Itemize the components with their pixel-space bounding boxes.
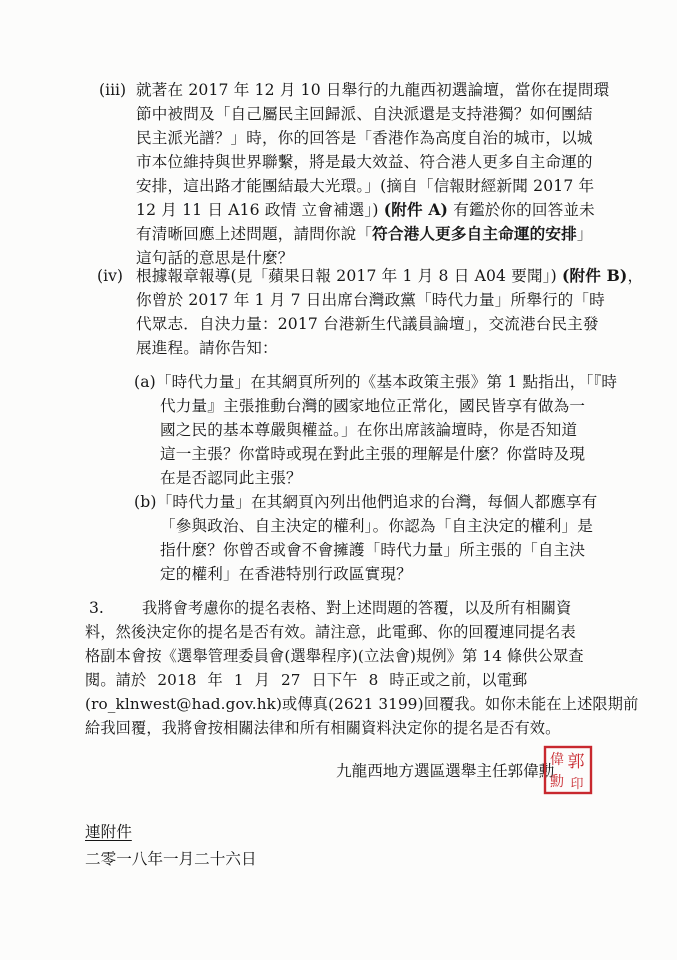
item-iv-line-tail: ， — [627, 267, 644, 285]
official-seal — [543, 745, 593, 795]
sub-item-b-line: (b)「時代力量」在其網頁內列出他們追求的台灣，每個人都應享有 — [134, 493, 598, 511]
item-iii-highlight: 符合港人更多自主命運的安排 — [372, 224, 577, 243]
paragraph-3-line: 料，然後決定你的提名是否有效。請注意，此電郵、你的回覆連同提名表 — [85, 623, 576, 641]
sub-item-a-line: 這一主張？你當時或現在對此主張的理解是什麼？你當時及現 — [160, 445, 586, 463]
sub-item-a-line: 在是否認同此主張？ — [160, 469, 302, 487]
item-iii-line: 這句話的意思是什麼？ — [136, 249, 294, 267]
paragraph-3-line: (ro_klnwest@had.gov.hk)或傳真(2621 3199)回覆我。如你未能在上述限期前 — [85, 695, 639, 713]
item-iv-line: 展進程。請你告知： — [136, 339, 278, 357]
item-iv-line — [136, 264, 643, 288]
item-iii-close-quote: 」 — [576, 225, 593, 243]
item-iv-line: 代眾志．自決力量：2017 台港新生代議員論壇」，交流港台民主發 — [136, 315, 599, 333]
item-iii-line: 民主派光譜？」時，你的回答是「香港作為高度自治的城市，以城 — [136, 129, 593, 147]
paragraph-3-line: 我將會考慮你的提名表格、對上述問題的答覆，以及所有相關資 — [142, 599, 572, 617]
svg-text:偉: 偉 — [550, 752, 564, 768]
sub-item-b-line: 指什麼？你曾否或會不會擁護「時代力量」所主張的「自主決 — [160, 541, 586, 559]
item-iii-line: 就著在 2017 年 12 月 10 日舉行的九龍西初選論壇，當你在提問環 — [136, 81, 610, 99]
signatory-line: 九龍西地方選區選舉主任郭偉勳 — [336, 762, 555, 780]
paragraph-3-label: 3. — [89, 599, 104, 617]
item-iii-line-tail: 有鑑於你的回答並未 — [448, 201, 595, 219]
item-iii-line: 安排，這出路才能團結最大光環。」(摘自「信報財經新聞 2017 年 — [136, 177, 595, 195]
item-iii-line — [136, 222, 609, 246]
sub-item-a-line: 代力量』主張推動台灣的國家地位正常化，國民皆享有做為一 — [160, 397, 586, 415]
sub-item-b-line: 定的權利」在香港特別行政區實現？ — [160, 565, 412, 583]
item-iii-line: 節中被問及「自己屬民主回歸派、自決派還是支持港獨？如何團結 — [136, 105, 593, 123]
item-iv-label: (iv) — [97, 267, 123, 285]
sub-item-a — [134, 370, 617, 490]
paragraph-3-line: 閱。請於 2018 年 1 月 27 日下午 8 時正或之前，以電郵 — [85, 671, 528, 689]
sub-item-b — [134, 490, 597, 586]
item-iv-line: 你曾於 2017 年 1 月 7 日出席台灣政黨「時代力量」所舉行的「時 — [136, 291, 605, 309]
svg-text:郭: 郭 — [567, 752, 585, 772]
annex-a-ref: (附件 A) — [383, 200, 449, 219]
item-iv-source: 根據報章報導(見「蘋果日報 2017 年 1 月 8 日 A04 要聞」) — [136, 267, 562, 285]
annex-b-ref: (附件 B) — [562, 266, 628, 285]
paragraph-3 — [85, 596, 639, 740]
item-iii-paragraph — [136, 78, 609, 270]
item-iii-line: 市本位維持與世界聯繫，將是最大效益、符合港人更多自主命運的 — [136, 153, 593, 171]
item-iv-paragraph — [136, 264, 643, 360]
item-iii-source: 12 月 11 日 A16 政情 立會補選」) — [136, 201, 384, 219]
svg-text:勳: 勳 — [550, 774, 564, 790]
paragraph-3-line: 格副本會按《選舉管理委員會(選舉程序)(立法會)規例》第 14 條供公眾查 — [85, 647, 584, 665]
sub-item-a-line: 國之民的基本尊嚴與權益。」在你出席該論壇時，你是否知道 — [160, 421, 578, 439]
sub-item-a-line: (a)「時代力量」在其網頁所列的《基本政策主張》第 1 點指出，「『時 — [134, 373, 618, 391]
item-iii-question: 有清晰回應上述問題，請問你說「 — [136, 225, 373, 243]
enclosure-label: 連附件 — [85, 823, 132, 841]
svg-text:印: 印 — [570, 777, 584, 792]
paragraph-3-line: 給我回覆，我將會按相關法律和所有相關資料決定你的提名是否有效。 — [85, 719, 561, 737]
item-iii-label: (iii) — [99, 81, 127, 99]
sub-item-b-line: 「參與政治、自主決定的權利」。你認為「自主決定的權利」是 — [160, 517, 594, 535]
letter-date: 二零一八年一月二十六日 — [85, 850, 257, 868]
item-iii-line — [136, 198, 609, 222]
